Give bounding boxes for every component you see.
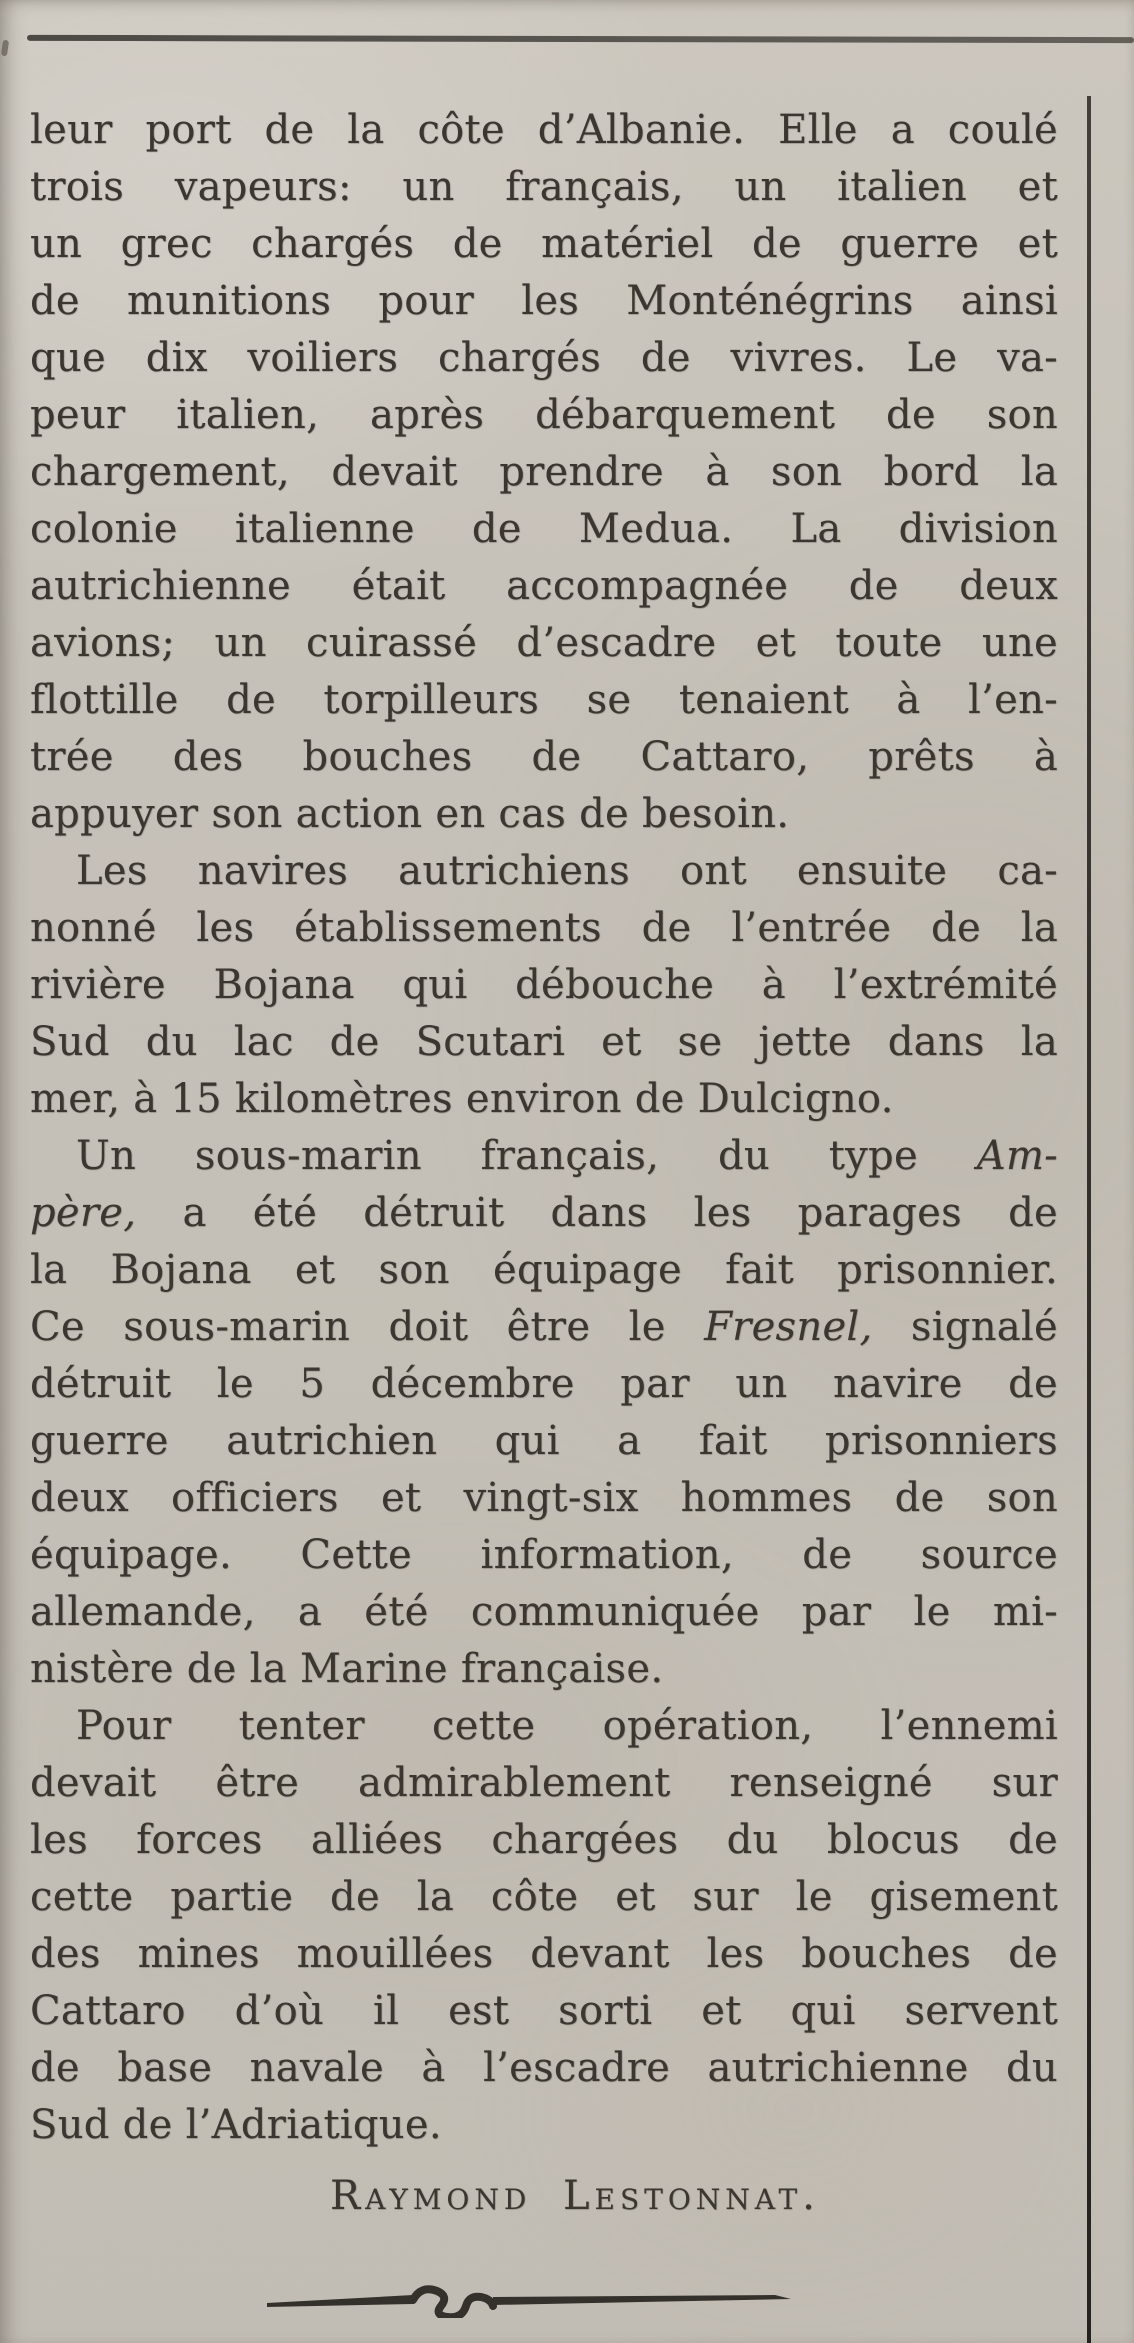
text-segment: guerre autrichien qui a fait prisonniers [30,1418,1058,1464]
text-segment: Cattaro d’où il est sorti et qui servent [30,1988,1058,2034]
text-line [30,1071,1058,1128]
text-segment: que dix voiliers chargés de vivres. Le va- [30,335,1058,381]
text-segment: de munitions pour les Monténégrins ainsi [30,278,1058,324]
text-line [30,2040,1058,2097]
text-segment: Les navires autrichiens ont ensuite ca- [76,848,1058,894]
text-line [30,1869,1058,1926]
text-line [30,1698,1058,1755]
text-line [30,1356,1058,1413]
paragraph [30,1698,1058,2154]
text-segment: colonie italienne de Medua. La division [30,506,1058,552]
end-of-article-ornament [265,2282,795,2318]
text-segment: peur italien, après débarquement de son [30,392,1058,438]
article-text [30,102,1058,2154]
text-line [30,1185,1058,1242]
ship-name-italic: Fresnel, [704,1304,873,1350]
text-line [30,273,1058,330]
text-segment: devait être admirablement renseigné sur [30,1760,1058,1806]
text-line [30,1641,1058,1698]
paragraph [30,843,1058,1128]
text-segment: détruit le 5 décembre par un navire de [30,1361,1058,1407]
text-segment: leur port de la côte d’Albanie. Elle a coulé [30,107,1058,153]
text-segment: appuyer son action en cas de besoin. [30,791,790,837]
text-line [30,216,1058,273]
text-segment: des mines mouillées devant les bouches de [30,1931,1058,1977]
text-segment: rivière Bojana qui débouche à l’extrémité [30,962,1058,1008]
text-segment: équipage. Cette information, de source [30,1532,1058,1578]
text-segment: Pour tenter cette opération, l’ennemi [76,1703,1058,1749]
text-segment: avions; un cuirassé d’escadre et toute une [30,620,1058,666]
text-segment: Ce sous-marin doit être le [30,1304,705,1350]
text-segment: autrichienne était accompagnée de deux [30,563,1058,609]
text-segment: deux officiers et vingt-six hommes de son [30,1475,1058,1521]
text-segment: signalé [872,1304,1058,1350]
text-segment: chargement, devait prendre à son bord la [30,449,1058,495]
text-line [30,1755,1058,1812]
paragraph [30,1128,1058,1698]
text-line [30,1983,1058,2040]
ship-name-italic: Am- [976,1133,1058,1179]
text-segment: les forces alliées chargées du blocus de [30,1817,1058,1863]
text-line [30,102,1058,159]
text-segment: Sud du lac de Scutari et se jette dans la [30,1019,1058,1065]
text-line [30,1413,1058,1470]
text-segment: la Bojana et son équipage fait prisonnier. [30,1247,1058,1293]
text-line [30,444,1058,501]
text-segment: Un sous-marin français, du type [76,1133,977,1179]
text-line [30,672,1058,729]
text-segment: nistère de la Marine française. [30,1646,664,1692]
column-separator-rule [1087,96,1091,2343]
text-segment: flottille de torpilleurs se tenaient à l’en- [30,677,1058,723]
ship-name-italic: père, [30,1190,137,1236]
text-segment: nonné les établissements de l’entrée de la [30,905,1058,951]
text-line [30,1299,1058,1356]
text-line [30,900,1058,957]
text-segment: trois vapeurs: un français, un italien et [30,164,1058,210]
text-line [30,1470,1058,1527]
text-segment: un grec chargés de matériel de guerre et [30,221,1058,267]
text-segment: de base navale à l’escadre autrichienne du [30,2045,1058,2091]
text-line [30,786,1058,843]
text-line [30,615,1058,672]
text-line [30,558,1058,615]
text-line [30,843,1058,900]
text-line [30,1926,1058,1983]
text-line [30,729,1058,786]
text-segment: mer, à 15 kilomètres environ de Dulcigno. [30,1076,894,1122]
text-line [30,957,1058,1014]
paragraph [30,102,1058,843]
text-line [30,1128,1058,1185]
text-line [30,330,1058,387]
text-line [30,1584,1058,1641]
section-divider-rule [27,35,1134,43]
text-line [30,1242,1058,1299]
text-line [30,1014,1058,1071]
text-line [30,387,1058,444]
text-line [30,1812,1058,1869]
scan-edge-artifact [1,40,9,57]
text-segment: allemande, a été communiquée par le mi- [30,1589,1058,1635]
text-segment: trée des bouches de Cattaro, prêts à [30,734,1058,780]
text-line [30,1527,1058,1584]
text-segment: cette partie de la côte et sur le gisement [30,1874,1058,1920]
text-segment: Sud de l’Adriatique. [30,2102,442,2148]
text-segment: a été détruit dans les parages de [136,1190,1058,1236]
signature: Raymond Lestonnat. [330,2173,820,2219]
text-line [30,501,1058,558]
text-line [30,159,1058,216]
text-line [30,2097,1058,2154]
